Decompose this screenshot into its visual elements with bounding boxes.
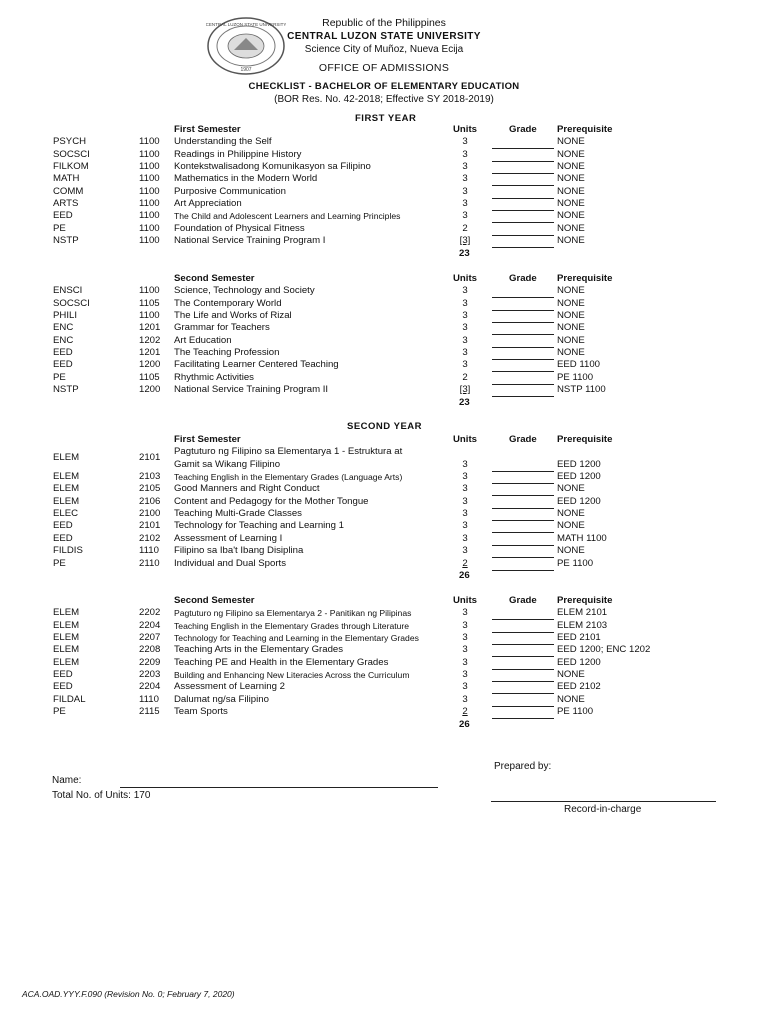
course-title: Science, Technology and Society (174, 285, 315, 297)
course-number: 1201 (139, 347, 161, 359)
course-prerequisite: NONE (557, 198, 585, 210)
course-row (0, 669, 768, 681)
course-title: Teaching Multi-Grade Classes (174, 508, 302, 520)
semester-total-units: 26 (459, 569, 470, 581)
course-row (0, 223, 768, 235)
course-row (0, 520, 768, 532)
course-subject: ELEM (53, 619, 80, 631)
semester-header-row (0, 273, 768, 285)
total-units: Total No. of Units: 170 (52, 790, 151, 801)
units-column-header: Units (453, 124, 477, 135)
course-row (0, 186, 768, 198)
units-column-header: Units (453, 434, 477, 445)
course-row (0, 198, 768, 210)
course-number: 1110 (139, 693, 159, 705)
course-row (0, 149, 768, 161)
course-number: 1105 (139, 371, 160, 383)
course-prerequisite: NONE (557, 508, 585, 520)
course-prerequisite: NONE (557, 210, 585, 222)
grade-column-header: Grade (509, 434, 537, 445)
course-title: National Service Training Program II (174, 384, 329, 396)
course-title: The Child and Adolescent Learners and Learning Principles (174, 211, 401, 222)
course-title: The Contemporary World (174, 297, 282, 309)
course-number: 1110 (139, 545, 159, 557)
course-units: 3 (462, 210, 468, 222)
semester-total-units: 26 (459, 718, 470, 730)
prerequisite-column-header: Prerequisite (557, 434, 613, 445)
course-number: 2203 (139, 669, 161, 681)
course-number: 1202 (139, 334, 161, 346)
course-units: 3 (462, 334, 468, 346)
office-name: OFFICE OF ADMISSIONS (318, 62, 450, 74)
course-prerequisite: ELEM 2103 (557, 619, 608, 631)
course-row (0, 694, 768, 706)
svg-text:CENTRAL LUZON STATE UNIVERSITY: CENTRAL LUZON STATE UNIVERSITY (206, 22, 286, 27)
course-row (0, 372, 768, 384)
course-subject: ELEM (53, 632, 80, 644)
course-title: The Life and Works of Rizal (174, 310, 292, 322)
course-row (0, 657, 768, 669)
form-code: ACA.OAD.YYY.F.090 (Revision No. 0; February 7, 2020) (22, 989, 235, 999)
course-title: Teaching English in the Elementary Grades (Language Arts) (174, 472, 403, 483)
course-title: Kontekstwalisadong Komunikasyon sa Filipino (174, 161, 371, 173)
course-prerequisite: NONE (557, 148, 585, 160)
course-subject: ELEC (53, 508, 79, 520)
course-title: Mathematics in the Modern World (174, 173, 318, 185)
name-line[interactable] (120, 787, 438, 788)
course-number: 2207 (139, 632, 161, 644)
course-prerequisite: NONE (557, 161, 585, 173)
course-subject: ELEM (53, 607, 80, 619)
course-units: 3 (462, 185, 468, 197)
course-row (0, 298, 768, 310)
course-row (0, 322, 768, 334)
course-units: 3 (462, 632, 468, 644)
course-units: 3 (462, 495, 468, 507)
course-number: 1100 (139, 222, 160, 234)
course-prerequisite: MATH 1100 (557, 532, 607, 544)
course-number: 1105 (139, 297, 160, 309)
course-units: 3 (462, 136, 468, 148)
course-title: Pagtuturo ng Filipino sa Elementarya 2 - Panitikan ng Pilipinas (174, 608, 412, 619)
course-units: 3 (462, 607, 468, 619)
course-row (0, 706, 768, 718)
course-prerequisite: NONE (557, 136, 585, 148)
course-row (0, 496, 768, 508)
course-number: 2202 (139, 607, 161, 619)
course-number: 1201 (139, 322, 161, 334)
course-subject: EED (53, 669, 73, 681)
course-prerequisite: NONE (557, 185, 585, 197)
course-units: 3 (462, 322, 468, 334)
course-units: 3 (462, 458, 468, 470)
course-prerequisite: EED 1100 (557, 359, 601, 371)
course-subject: PE (53, 557, 66, 569)
course-number: 2204 (139, 619, 161, 631)
semester-header-row (0, 124, 768, 136)
course-prerequisite: PE 1100 (557, 557, 594, 569)
course-subject: ENC (53, 334, 74, 346)
course-title: Grammar for Teachers (174, 322, 270, 334)
course-title: Assessment of Learning 2 (174, 681, 285, 693)
course-number: 1100 (139, 148, 160, 160)
course-row (0, 235, 768, 247)
course-units: 3 (462, 173, 468, 185)
grade-input-line[interactable] (492, 396, 554, 397)
course-subject: ELEM (53, 495, 80, 507)
course-title: Teaching Arts in the Elementary Grades (174, 644, 344, 656)
course-number: 1100 (139, 210, 160, 222)
semester-label: First Semester (174, 124, 241, 135)
course-title: Foundation of Physical Fitness (174, 222, 305, 234)
course-subject: EED (53, 532, 73, 544)
course-number: 2103 (139, 471, 161, 483)
course-number: 2209 (139, 656, 161, 668)
course-subject: EED (53, 210, 73, 222)
course-title: Art Appreciation (174, 198, 242, 210)
course-number: 2208 (139, 644, 161, 656)
course-units: 3 (462, 483, 468, 495)
university-city: Science City of Muñoz, Nueva Ecija (304, 44, 464, 55)
grade-input-line[interactable] (492, 247, 554, 248)
course-subject: ELEM (53, 471, 80, 483)
course-subject: PHILI (53, 310, 77, 322)
course-title: Assessment of Learning I (174, 532, 283, 544)
grade-column-header: Grade (509, 595, 537, 606)
course-row (0, 136, 768, 148)
course-subject: EED (53, 347, 73, 359)
course-units: 3 (462, 148, 468, 160)
course-row (0, 508, 768, 520)
course-units: [3] (459, 384, 471, 396)
course-title: Rhythmic Activities (174, 371, 254, 383)
semester-header-row (0, 434, 768, 446)
checklist-title: CHECKLIST - BACHELOR OF ELEMENTARY EDUCATION (248, 81, 520, 92)
signature-line (491, 801, 716, 802)
course-subject: SOCSCI (53, 148, 90, 160)
course-subject: SOCSCI (53, 297, 90, 309)
course-number: 2101 (139, 520, 161, 532)
course-prerequisite: NONE (557, 483, 585, 495)
course-prerequisite: NONE (557, 520, 585, 532)
course-row (0, 681, 768, 693)
course-number: 1100 (139, 161, 160, 173)
course-prerequisite: NONE (557, 347, 585, 359)
prepared-by-label: Prepared by: (494, 761, 552, 772)
course-title: Team Sports (174, 706, 228, 718)
course-subject: PE (53, 706, 66, 718)
semester-total-units: 23 (459, 396, 470, 408)
semester-header-row (0, 595, 768, 607)
grade-input-line[interactable] (492, 570, 554, 571)
course-number: 1100 (139, 136, 160, 148)
course-subject: PE (53, 222, 66, 234)
course-subject: ELEM (53, 656, 80, 668)
course-title: Readings in Philippine History (174, 148, 302, 160)
course-row (0, 545, 768, 557)
course-title: Facilitating Learner Centered Teaching (174, 359, 339, 371)
course-title: Technology for Teaching and Learning in the Elementary Grades (174, 633, 419, 644)
prerequisite-column-header: Prerequisite (557, 124, 613, 135)
name-label: Name: (52, 775, 82, 786)
course-row (0, 607, 768, 619)
semester-label: First Semester (174, 434, 241, 445)
course-title: Dalumat ng/sa Filipino (174, 693, 269, 705)
course-units: 3 (462, 545, 468, 557)
course-units: [3] (459, 235, 471, 247)
course-prerequisite: EED 2101 (557, 632, 601, 644)
course-title: Understanding the Self (174, 136, 272, 148)
course-units: 3 (462, 310, 468, 322)
course-row (0, 347, 768, 359)
course-units: 3 (462, 520, 468, 532)
course-prerequisite: NSTP 1100 (557, 384, 606, 396)
course-subject: EED (53, 359, 73, 371)
course-title: National Service Training Program I (174, 235, 326, 247)
course-units: 3 (462, 532, 468, 544)
course-row (0, 620, 768, 632)
course-row (0, 285, 768, 297)
course-row (0, 644, 768, 656)
course-number: 2115 (139, 706, 160, 718)
course-units: 3 (462, 656, 468, 668)
course-units: 2 (462, 557, 468, 569)
course-title-continued: Gamit sa Wikang Filipino (174, 458, 281, 470)
course-title: Good Manners and Right Conduct (174, 483, 320, 495)
course-number: 1100 (139, 285, 160, 297)
course-number: 1100 (139, 173, 160, 185)
course-prerequisite: EED 1200 (557, 458, 601, 470)
course-subject: ELEM (53, 644, 80, 656)
course-row (0, 161, 768, 173)
republic-heading: Republic of the Philippines (322, 17, 446, 29)
course-prerequisite: EED 1200; ENC 1202 (557, 644, 651, 656)
course-prerequisite: EED 1200 (557, 471, 601, 483)
course-units: 3 (462, 693, 468, 705)
course-prerequisite: PE 1100 (557, 371, 594, 383)
course-prerequisite: EED 1200 (557, 495, 601, 507)
course-row (0, 471, 768, 483)
course-number: 2110 (139, 557, 160, 569)
course-subject: PSYCH (53, 136, 87, 148)
course-subject: ENSCI (53, 285, 83, 297)
course-subject: NSTP (53, 235, 79, 247)
course-units: 2 (462, 222, 468, 234)
course-row (0, 558, 768, 570)
course-units: 3 (462, 669, 468, 681)
year-heading: SECOND YEAR (347, 421, 423, 432)
course-subject: PE (53, 371, 66, 383)
course-row (0, 384, 768, 396)
course-prerequisite: NONE (557, 693, 585, 705)
semester-label: Second Semester (174, 273, 255, 284)
course-number: 1100 (139, 198, 160, 210)
course-prerequisite: NONE (557, 222, 585, 234)
course-prerequisite: EED 1200 (557, 656, 601, 668)
course-subject: ENC (53, 322, 74, 334)
course-row (0, 359, 768, 371)
course-subject: ELEM (53, 452, 80, 464)
semester-label: Second Semester (174, 595, 255, 606)
course-row (0, 632, 768, 644)
course-title: Purposive Communication (174, 185, 286, 197)
course-units: 3 (462, 508, 468, 520)
prerequisite-column-header: Prerequisite (557, 273, 613, 284)
course-number: 1100 (139, 185, 160, 197)
course-subject: EED (53, 681, 73, 693)
course-prerequisite: NONE (557, 173, 585, 185)
course-row (0, 483, 768, 495)
course-row (0, 173, 768, 185)
course-title: Content and Pedagogy for the Mother Tongue (174, 495, 369, 507)
course-prerequisite: ELEM 2101 (557, 607, 608, 619)
course-title: Individual and Dual Sports (174, 557, 286, 569)
course-number: 2105 (139, 483, 161, 495)
course-units: 3 (462, 619, 468, 631)
course-row (0, 335, 768, 347)
course-subject: FILDAL (53, 693, 86, 705)
course-units: 3 (462, 297, 468, 309)
units-column-header: Units (453, 595, 477, 606)
year-heading: FIRST YEAR (355, 113, 417, 124)
course-number: 2101 (139, 452, 161, 464)
grade-column-header: Grade (509, 273, 537, 284)
course-number: 2204 (139, 681, 161, 693)
university-name: CENTRAL LUZON STATE UNIVERSITY (287, 31, 481, 42)
svg-text:1907: 1907 (240, 67, 252, 73)
course-units: 2 (462, 371, 468, 383)
course-prerequisite: NONE (557, 297, 585, 309)
record-in-charge-label: Record-in-charge (564, 804, 642, 815)
course-row (0, 533, 768, 545)
course-subject: FILDIS (53, 545, 83, 557)
course-prerequisite: NONE (557, 322, 585, 334)
course-prerequisite: NONE (557, 310, 585, 322)
course-units: 3 (462, 161, 468, 173)
course-units: 3 (462, 681, 468, 693)
course-units: 3 (462, 471, 468, 483)
course-number: 1200 (139, 359, 161, 371)
course-number: 2100 (139, 508, 161, 520)
semester-total-units: 23 (459, 247, 470, 259)
course-subject: FILKOM (53, 161, 89, 173)
course-subject: ELEM (53, 483, 80, 495)
course-prerequisite: NONE (557, 334, 585, 346)
course-prerequisite: NONE (557, 235, 585, 247)
course-title: Art Education (174, 334, 232, 346)
course-row (0, 446, 768, 471)
course-number: 2102 (139, 532, 161, 544)
course-prerequisite: NONE (557, 669, 585, 681)
course-row (0, 310, 768, 322)
units-column-header: Units (453, 273, 477, 284)
grade-input-line[interactable] (492, 718, 554, 719)
course-units: 3 (462, 347, 468, 359)
course-prerequisite: NONE (557, 285, 585, 297)
course-title: Filipino sa Iba't Ibang Disiplina (174, 545, 304, 557)
course-units: 2 (462, 706, 468, 718)
course-number: 1200 (139, 384, 161, 396)
course-number: 1100 (139, 310, 160, 322)
course-number: 2106 (139, 495, 161, 507)
course-subject: EED (53, 520, 73, 532)
course-title: Teaching PE and Health in the Elementary Grades (174, 656, 389, 668)
course-subject: ARTS (53, 198, 79, 210)
course-subject: MATH (53, 173, 80, 185)
course-title: Pagtuturo ng Filipino sa Elementarya 1 - Estruktura at (174, 446, 403, 458)
course-units: 3 (462, 285, 468, 297)
bor-resolution: (BOR Res. No. 42-2018; Effective SY 2018-2019) (274, 94, 494, 105)
course-units: 3 (462, 359, 468, 371)
course-title: The Teaching Profession (174, 347, 280, 359)
course-subject: COMM (53, 185, 84, 197)
course-title: Building and Enhancing New Literacies Across the Curriculum (174, 670, 410, 681)
course-units: 3 (462, 198, 468, 210)
course-title: Technology for Teaching and Learning 1 (174, 520, 344, 532)
course-prerequisite: EED 2102 (557, 681, 601, 693)
course-prerequisite: NONE (557, 545, 585, 557)
course-units: 3 (462, 644, 468, 656)
course-number: 1100 (139, 235, 160, 247)
grade-column-header: Grade (509, 124, 537, 135)
prerequisite-column-header: Prerequisite (557, 595, 613, 606)
course-row (0, 210, 768, 222)
course-subject: NSTP (53, 384, 79, 396)
course-title: Teaching English in the Elementary Grades through Literature (174, 620, 410, 631)
course-prerequisite: PE 1100 (557, 706, 594, 718)
